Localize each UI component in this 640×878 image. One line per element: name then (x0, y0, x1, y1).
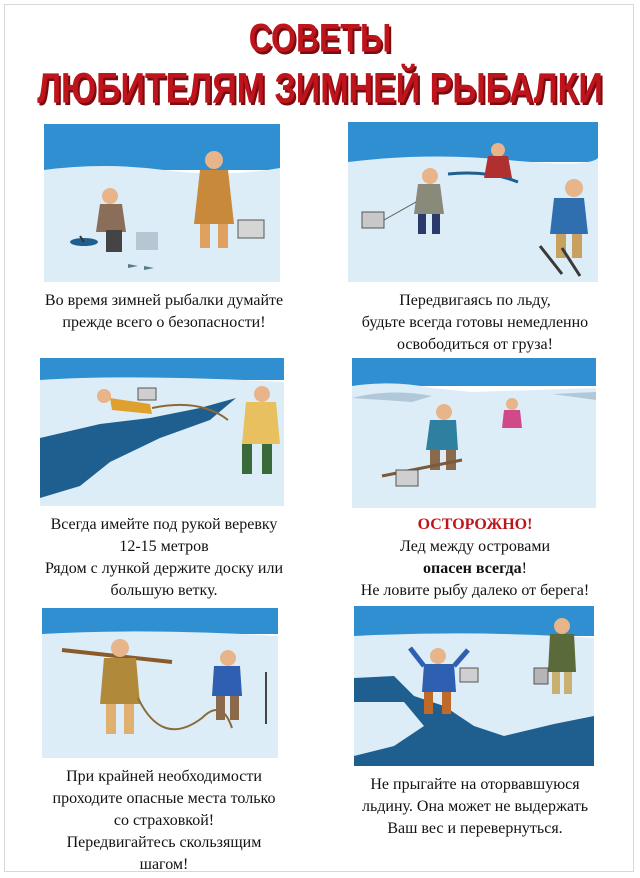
tip-3-line-3: Рядом с лункой держите доску или (44, 560, 284, 577)
poster-title-line1: СОВЕТЫ (248, 15, 392, 61)
tip-1-line-1: Во время зимней рыбалки думайте (44, 292, 284, 309)
tip-5-line-3: со страховкой! (113, 812, 215, 829)
tip-2-line-3: освободиться от груза! (397, 336, 553, 353)
illustration-ice-fishing-safety (44, 124, 280, 282)
tip-5-line-1: При крайней необходимости (66, 768, 262, 785)
tip-4-emphasis-suffix: ! (521, 560, 527, 577)
tip-3-line-2: 12-15 метров (119, 538, 209, 555)
tip-4-emphasis: опасен всегда (423, 560, 522, 577)
tip-4-line-3: Не ловите рыбу далеко от берега! (360, 582, 590, 599)
poster-title-line2: ЛЮБИТЕЛЯМ ЗИМНЕЙ РЫБАЛКИ (37, 65, 603, 113)
illustration-safety-rope-crossing (42, 608, 278, 758)
tip-2-line-2: будьте всегда готовы немедленно (361, 314, 589, 331)
tip-3-line-1: Всегда имейте под рукой веревку (50, 516, 278, 533)
tip-5-line-4: Передвигайтесь скользящим (66, 834, 262, 851)
tip-1-line-2: прежде всего о безопасности! (62, 314, 266, 331)
tip-6-caption (320, 774, 630, 840)
tip-5-caption (14, 766, 314, 876)
tip-5-line-5: шагом! (139, 856, 189, 873)
tip-3-line-4: большую ветку. (110, 582, 218, 599)
tip-2-line-1: Передвигаясь по льду, (399, 292, 551, 309)
tip-6-line-1: Не прыгайте на оторвавшуюся (370, 776, 580, 793)
tip-4-caption (320, 514, 630, 602)
tip-6-line-3: Ваш вес и перевернуться. (387, 820, 563, 837)
tip-1-caption (14, 290, 314, 334)
tip-2-caption (320, 290, 630, 356)
illustration-ice-between-islands (352, 358, 596, 508)
illustration-rope-rescue (40, 358, 284, 506)
illustration-drop-load (348, 122, 598, 282)
tip-4-warning: ОСТОРОЖНО! (417, 516, 533, 533)
tip-5-line-2: проходите опасные места только (52, 790, 276, 807)
tip-4-line-2 (320, 558, 630, 580)
tip-4-line-1: Лед между островами (399, 538, 550, 555)
tip-6-line-2: льдину. Она может не выдержать (361, 798, 589, 815)
illustration-ice-floe-jump (354, 606, 594, 766)
tip-3-caption (14, 514, 314, 602)
